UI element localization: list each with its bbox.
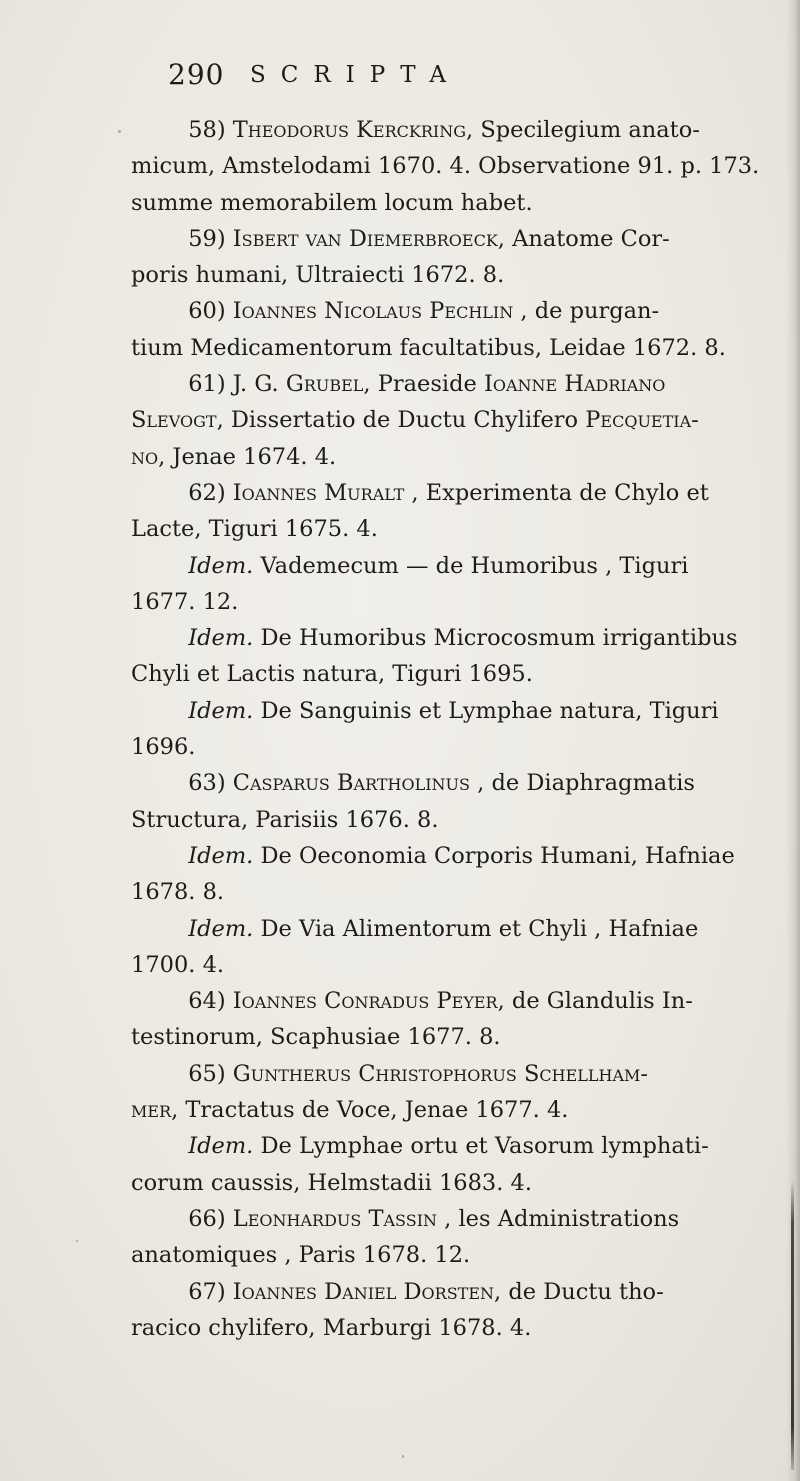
text-line: [131, 548, 786, 584]
text-run: 63): [131, 770, 233, 797]
text-line: [131, 475, 786, 511]
author-name: Ioannes Muralt: [232, 479, 405, 506]
text-run: anatomiques , Paris 1678. 12.: [131, 1242, 471, 1269]
text-run: 65): [131, 1060, 233, 1087]
text-line: [131, 1019, 786, 1055]
text-line: [131, 1165, 786, 1201]
text-run: 1696.: [131, 734, 196, 761]
text-line: [131, 693, 786, 729]
text-line: [131, 1237, 786, 1273]
text-run: [131, 553, 188, 579]
idem-marker: Idem.: [188, 625, 254, 652]
author-name: Isbert van Diemerbroeck: [232, 225, 498, 252]
author-name: Slevogt: [131, 407, 217, 434]
idem-marker: Idem.: [188, 842, 254, 869]
text-line: [131, 148, 786, 184]
text-run: , Experimenta de Chylo et: [404, 479, 709, 506]
author-name: Ioannes Nicolaus Pechlin: [232, 298, 514, 325]
text-run: , de Diaphragmatis: [470, 770, 695, 797]
text-line: [131, 185, 786, 221]
text-run: racico chylifero, Marburgi 1678. 4.: [131, 1314, 532, 1341]
idem-marker: Idem.: [188, 552, 254, 579]
author-name: Theodorus Kerckring: [232, 117, 467, 143]
page-edge-line: [791, 1180, 794, 1470]
author-name: Casparus Bartholinus: [232, 770, 470, 797]
text-run: De Humoribus Microcosmum irrigantibus: [253, 625, 738, 652]
text-line: [131, 765, 786, 801]
text-line: [131, 620, 786, 656]
paper-speck: [118, 130, 121, 133]
text-line: [131, 1201, 786, 1237]
text-run: , Tractatus de Voce, Jenae 1677. 4.: [171, 1097, 569, 1124]
author-name: Leonhardus Tassin: [232, 1205, 438, 1232]
text-line: [131, 293, 786, 329]
text-line: [131, 330, 786, 366]
text-run: corum caussis, Helmstadii 1683. 4.: [131, 1169, 532, 1196]
text-line: [131, 947, 786, 983]
text-run: , de purgan-: [513, 298, 660, 325]
text-line: [131, 1092, 786, 1128]
paper-speck: [402, 1455, 404, 1458]
paper-speck: [76, 1240, 78, 1242]
text-line: [131, 402, 786, 438]
text-run: [131, 843, 188, 869]
text-line: [131, 802, 786, 838]
text-run: poris humani, Ultraiecti 1672. 8.: [131, 262, 505, 289]
text-run: , Dissertatio de Ductu Chylifero: [216, 407, 586, 434]
text-run: 58): [131, 117, 233, 143]
text-run: testinorum, Scaphusiae 1677. 8.: [131, 1024, 501, 1051]
author-name: Ioannes Daniel Dorsten: [232, 1278, 495, 1305]
author-name: mer: [131, 1097, 172, 1124]
author-name: Pecquetia-: [585, 407, 699, 434]
text-run: , de Ductu tho-: [494, 1278, 664, 1305]
text-line: [131, 911, 786, 947]
text-line: [131, 584, 786, 620]
text-run: 1678. 8.: [131, 879, 225, 906]
text-run: De Sanguinis et Lymphae natura, Tiguri: [253, 697, 719, 724]
text-line: [131, 511, 786, 547]
text-run: De Lymphae ortu et Vasorum lymphati-: [253, 1133, 709, 1160]
text-line: [131, 1056, 786, 1092]
text-run: De Via Alimentorum et Chyli , Hafniae: [253, 915, 699, 942]
idem-marker: Idem.: [188, 697, 254, 724]
text-run: 60): [131, 298, 233, 325]
text-run: , Anatome Cor-: [497, 225, 670, 252]
text-line: [131, 1274, 786, 1310]
text-run: Vademecum — de Humoribus , Tiguri: [253, 552, 689, 579]
page-header: [168, 58, 588, 108]
text-run: , les Administrations: [437, 1205, 680, 1232]
text-run: , Specilegium anato-: [466, 117, 700, 143]
text-run: micum, Amstelodami 1670. 4. Observatione 91. p. 173.: [131, 153, 760, 180]
text-run: Lacte, Tiguri 1675. 4.: [131, 516, 378, 543]
text-line: [131, 257, 786, 293]
text-run: 62): [131, 479, 233, 506]
text-line: [131, 366, 786, 402]
text-run: , Jenae 1674. 4.: [158, 443, 337, 470]
text-line: [131, 656, 786, 692]
idem-marker: Idem.: [188, 1133, 254, 1160]
text-line: [131, 983, 786, 1019]
page-number: 290: [168, 58, 225, 91]
text-line: [131, 1128, 786, 1164]
text-run: summe memorabilem locum habet.: [131, 189, 533, 216]
text-run: [131, 916, 188, 942]
text-run: 1700. 4.: [131, 951, 225, 978]
author-name: Grubel: [285, 371, 364, 398]
text-run: , Praeside: [363, 371, 484, 398]
idem-marker: Idem.: [188, 915, 254, 942]
text-run: Structura, Parisiis 1676. 8.: [131, 806, 439, 833]
author-name: Guntherus Christophorus Schellham-: [232, 1060, 648, 1087]
text-run: 1677. 12.: [131, 588, 239, 615]
bibliography-list: [131, 112, 786, 1346]
text-run: Chyli et Lactis natura, Tiguri 1695.: [131, 661, 533, 688]
author-name: Ioanne Hadriano: [483, 371, 666, 398]
text-line: [131, 112, 786, 148]
text-run: 66): [131, 1205, 233, 1232]
text-line: [131, 729, 786, 765]
text-run: [131, 698, 188, 724]
text-run: De Oeconomia Corporis Humani, Hafniae: [253, 842, 735, 869]
text-run: [131, 1133, 188, 1159]
text-line: [131, 838, 786, 874]
text-run: 61) J. G.: [131, 371, 286, 398]
text-line: [131, 874, 786, 910]
text-run: [131, 625, 188, 651]
text-run: tium Medicamentorum facultatibus, Leidae 1672. 8.: [131, 334, 726, 361]
text-line: [131, 221, 786, 257]
text-run: 64): [131, 988, 233, 1015]
text-run: 67): [131, 1278, 233, 1305]
running-head: SCRIPTA: [250, 62, 461, 88]
text-run: 59): [131, 225, 233, 252]
text-line: [131, 439, 786, 475]
author-name: Ioannes Conradus Peyer: [232, 988, 498, 1015]
author-name: no: [131, 443, 159, 470]
text-run: , de Glandulis In-: [497, 988, 693, 1015]
text-line: [131, 1310, 786, 1346]
